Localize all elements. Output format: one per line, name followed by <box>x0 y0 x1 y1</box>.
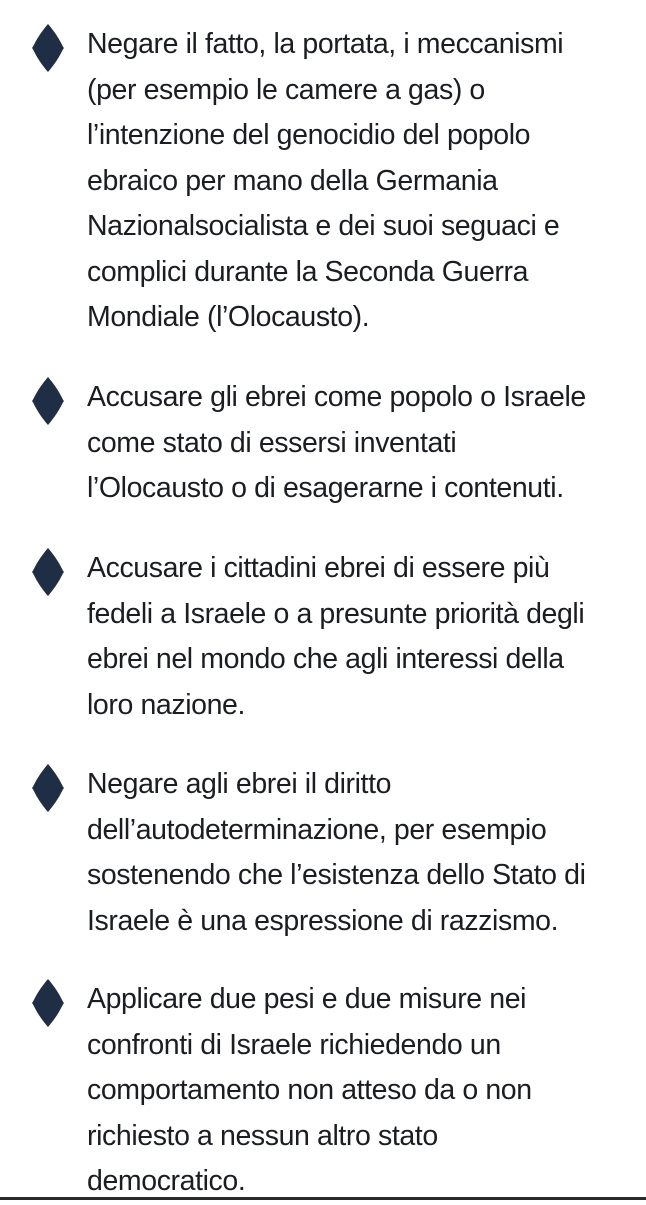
list-item-line: Applicare due pesi e due misure nei <box>87 983 527 1015</box>
list-item-line: sostenendo che l’esistenza dello Stato di <box>87 859 586 891</box>
list-item-line: confronti di Israele richiedendo un <box>87 1028 501 1061</box>
list-item-line: Nazionalsocialista e dei suoi seguaci e <box>87 210 560 242</box>
list-item-line: democratico. <box>87 1165 246 1197</box>
list-item-line: come stato di essersi inventati <box>87 426 457 459</box>
list-item-text <box>87 375 627 512</box>
list-item-line: Israele è una espressione di razzismo. <box>87 904 559 937</box>
list-item-line: l’Olocausto o di esagerarne i contenuti. <box>87 472 564 504</box>
leaf-bullet-icon <box>30 979 66 1027</box>
list-item-line: fedeli a Israele o a presunte priorità degli <box>87 597 585 630</box>
list-item-line: Accusare i cittadini ebrei di essere più <box>87 552 550 584</box>
leaf-bullet-icon <box>30 764 66 812</box>
list-item-line: Accusare gli ebrei come popolo o Israele <box>87 381 586 413</box>
list-item-text <box>87 762 627 944</box>
list-item-text <box>87 22 627 341</box>
list-item-line: ebraico per mano della Germania <box>87 164 498 197</box>
leaf-bullet-icon <box>30 548 66 596</box>
list-item-line: complici durante la Seconda Guerra <box>87 255 529 288</box>
list-item-line: Mondiale (l’Olocausto). <box>87 301 370 333</box>
list-item-text <box>87 977 627 1205</box>
list-item-line: l’intenzione del genocidio del popolo <box>87 119 531 151</box>
leaf-bullet-icon <box>30 377 66 425</box>
list-item-line: richiesto a nessun altro stato <box>87 1119 438 1152</box>
list-item-line: dell’autodeterminazione, per esempio <box>87 813 547 846</box>
list-item-line: ebrei nel mondo che agli interessi della <box>87 643 564 675</box>
list-item-line: comportamento non atteso da o non <box>87 1074 532 1106</box>
list-item-text <box>87 546 627 728</box>
list-item-line: Negare agli ebrei il diritto <box>87 768 392 800</box>
list-item-line: Negare il fatto, la portata, i meccanismi <box>87 28 564 60</box>
leaf-bullet-icon <box>30 24 66 72</box>
list-item-line: loro nazione. <box>87 688 245 721</box>
list-item-line: (per esempio le camere a gas) o <box>87 73 485 106</box>
